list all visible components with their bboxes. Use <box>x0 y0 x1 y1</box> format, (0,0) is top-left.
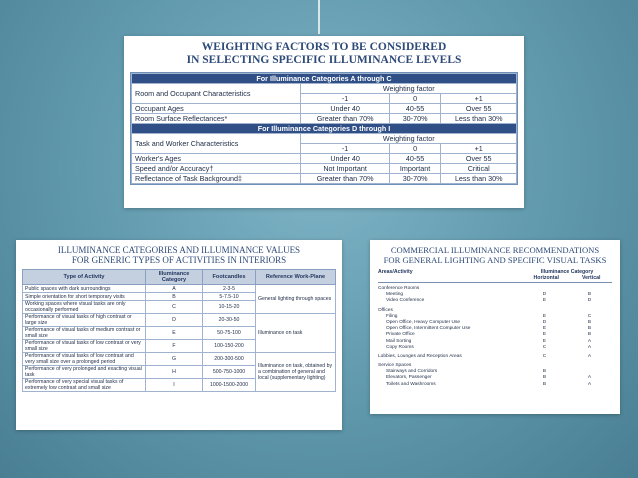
cell: Important <box>389 164 441 174</box>
vertical-value: A <box>587 338 592 344</box>
list-item <box>378 382 612 388</box>
table-row <box>132 104 517 114</box>
col-header: Type of Activity <box>23 270 146 285</box>
cell: 500-750-1000 <box>203 366 256 379</box>
weight-plus-one: +1 <box>441 144 517 154</box>
horizontal-value: E <box>542 338 547 344</box>
commercial-title-line1: COMMERCIAL ILLUMINANCE RECOMMENDATIONS <box>390 245 600 255</box>
list-item <box>378 345 612 351</box>
item-label: Private Office <box>386 332 415 338</box>
horizontal-value: C <box>542 353 547 359</box>
cell: Under 40 <box>301 154 389 164</box>
cell: 10-15-20 <box>203 301 256 314</box>
weighting-title <box>124 36 524 67</box>
cell: Performance of visual tasks of medium contrast or small size <box>23 327 146 340</box>
list-item <box>378 354 612 360</box>
cell: Greater than 70% <box>301 174 389 184</box>
cell: Less than 30% <box>441 174 517 184</box>
vertical-value: A <box>587 381 592 387</box>
col-header-area: Areas/Activity <box>378 269 413 275</box>
item-label: Stairways and Corridors <box>386 369 438 375</box>
cell: Critical <box>441 164 517 174</box>
horizontal-value: C <box>542 344 547 350</box>
item-label: Open Office, Intermittent Computer Use <box>386 326 471 332</box>
cell: 40-55 <box>389 154 441 164</box>
table-row <box>132 154 517 164</box>
row-label: Worker's Ages <box>132 154 301 164</box>
cell: Performance of visual tasks of low contrast and very small size over a prolonged period <box>23 353 146 366</box>
col-header-category-label: Illuminance Category <box>540 269 594 275</box>
cell: 30-70% <box>389 114 441 124</box>
col-header-vertical: Vertical <box>581 275 601 281</box>
cell: 200-300-500 <box>203 353 256 366</box>
group-label: Service Spaces <box>378 363 412 369</box>
col-header: Reference Work-Plane <box>256 270 336 285</box>
cell: Performance of visual tasks of high contrast or large size <box>23 314 146 327</box>
cell: Performance of very special visual tasks of extremely low contrast and small size <box>23 379 146 392</box>
item-label: Open Office, Heavy Computer Use <box>386 319 461 325</box>
group-label: Conference Rooms <box>378 286 420 291</box>
cell: Over 55 <box>441 154 517 164</box>
horizontal-value: B <box>542 381 547 387</box>
item-label: Elevators, Passenger <box>386 375 432 381</box>
item-label: Video Conference <box>386 298 425 304</box>
cell: 40-55 <box>389 104 441 114</box>
commercial-title <box>370 240 620 265</box>
section-d-header: For Illuminance Categories D through I <box>132 124 517 134</box>
cell: 100-150-200 <box>203 340 256 353</box>
cell: Not Important <box>301 164 389 174</box>
section-a-header: For Illuminance Categories A through C <box>132 74 517 84</box>
horizontal-value: B <box>542 369 547 375</box>
row-label: Reflectance of Task Background‡ <box>132 174 301 184</box>
categories-title-line1: ILLUMINANCE CATEGORIES AND ILLUMINANCE VALUES <box>57 245 301 255</box>
item-label: Filing <box>386 313 398 319</box>
horizontal-value: D <box>542 319 547 325</box>
weighting-title-line1: WEIGHTING FACTORS TO BE CONSIDERED <box>201 41 447 53</box>
cell: Less than 30% <box>441 114 517 124</box>
weight-plus-one: +1 <box>441 94 517 104</box>
cell: F <box>146 340 203 353</box>
cell: 50-75-100 <box>203 327 256 340</box>
weight-minus-one: -1 <box>301 144 389 154</box>
cell: C <box>146 301 203 314</box>
item-label: Meeting <box>386 292 404 298</box>
row-label: Occupant Ages <box>132 104 301 114</box>
ref-workplane-cell: Illuminance on task, obtained by a combination of general and local (supplementary lighting) <box>256 353 336 392</box>
item-label: Lobbies, Lounges and Reception Areas <box>378 353 462 359</box>
commercial-table <box>378 269 612 388</box>
vertical-value: B <box>587 319 592 325</box>
table-row <box>23 314 336 327</box>
weight-minus-one: -1 <box>301 94 389 104</box>
horizontal-value: E <box>542 326 547 332</box>
cell: Greater than 70% <box>301 114 389 124</box>
table-row <box>132 174 517 184</box>
horizontal-value: B <box>542 375 547 381</box>
table-row <box>132 114 517 124</box>
weight-zero: 0 <box>389 94 441 104</box>
cell: Performance of visual tasks of low contrast or very small size <box>23 340 146 353</box>
vertical-value: B <box>587 292 592 298</box>
cell: B <box>146 293 203 301</box>
cell: Over 55 <box>441 104 517 114</box>
vertical-value: A <box>587 353 592 359</box>
weighting-factors-slide <box>124 36 524 208</box>
col-header-category <box>522 269 612 281</box>
vertical-value: B <box>587 326 592 332</box>
room-occupant-header: Room and Occupant Characteristics <box>132 84 301 104</box>
commercial-recommendations-slide <box>370 240 620 414</box>
weighting-factor-header: Weighting factor <box>301 134 517 144</box>
vertical-value: A <box>587 344 592 350</box>
cell: D <box>146 314 203 327</box>
table-row <box>132 164 517 174</box>
cell: Under 40 <box>301 104 389 114</box>
commercial-title-line2: FOR GENERAL LIGHTING AND SPECIFIC VISUAL TASKS <box>383 255 607 265</box>
vertical-value: A <box>587 375 592 381</box>
col-header: Footcandles <box>203 270 256 285</box>
cell: Performance of very prolonged and exacting visual task <box>23 366 146 379</box>
horizontal-value: E <box>542 298 547 304</box>
cell: 1000-1500-2000 <box>203 379 256 392</box>
table-row <box>23 285 336 293</box>
vertical-value: D <box>587 298 592 304</box>
cell: 20-30-50 <box>203 314 256 327</box>
weight-zero: 0 <box>389 144 441 154</box>
cell: Simple orientation for short temporary visits <box>23 293 146 301</box>
horizontal-value: E <box>542 313 547 319</box>
cell: G <box>146 353 203 366</box>
illuminance-categories-slide <box>16 240 342 430</box>
vertical-value: C <box>587 313 592 319</box>
cell: Public spaces with dark surroundings <box>23 285 146 293</box>
ref-workplane-cell: General lighting through spaces <box>256 285 336 314</box>
cell: Working spaces where visual tasks are only occasionally performed <box>23 301 146 314</box>
item-label: Copy Rooms <box>386 344 414 350</box>
horizontal-value: D <box>542 292 547 298</box>
categories-title <box>16 240 342 265</box>
weighting-table <box>131 73 517 184</box>
task-worker-header: Task and Worker Characteristics <box>132 134 301 154</box>
ref-workplane-cell: Illuminance on task <box>256 314 336 353</box>
categories-table <box>22 269 336 392</box>
item-label: Mail Sorting <box>386 338 412 344</box>
commercial-header <box>378 269 612 283</box>
cell: H <box>146 366 203 379</box>
group-label: Offices <box>378 307 393 313</box>
categories-title-line2: FOR GENERIC TYPES OF ACTIVITIES IN INTERIORS <box>71 255 287 265</box>
lamp-cord <box>318 0 320 34</box>
weighting-title-line2: IN SELECTING SPECIFIC ILLUMINANCE LEVELS <box>186 54 462 66</box>
horizontal-value: E <box>542 332 547 338</box>
cell: 2-3-5 <box>203 285 256 293</box>
vertical-value: B <box>587 332 592 338</box>
col-header: Illuminance Category <box>146 270 203 285</box>
cell: 30-70% <box>389 174 441 184</box>
item-label: Toilets and Washrooms <box>386 381 436 387</box>
cell: A <box>146 285 203 293</box>
row-label: Speed and/or Accuracy† <box>132 164 301 174</box>
row-label: Room Surface Reflectances* <box>132 114 301 124</box>
cell: 5-7.5-10 <box>203 293 256 301</box>
list-item <box>378 298 612 304</box>
weighting-factor-header: Weighting factor <box>301 84 517 94</box>
table-row <box>23 353 336 366</box>
cell: I <box>146 379 203 392</box>
col-header-horizontal: Horizontal <box>533 275 559 281</box>
cell: E <box>146 327 203 340</box>
